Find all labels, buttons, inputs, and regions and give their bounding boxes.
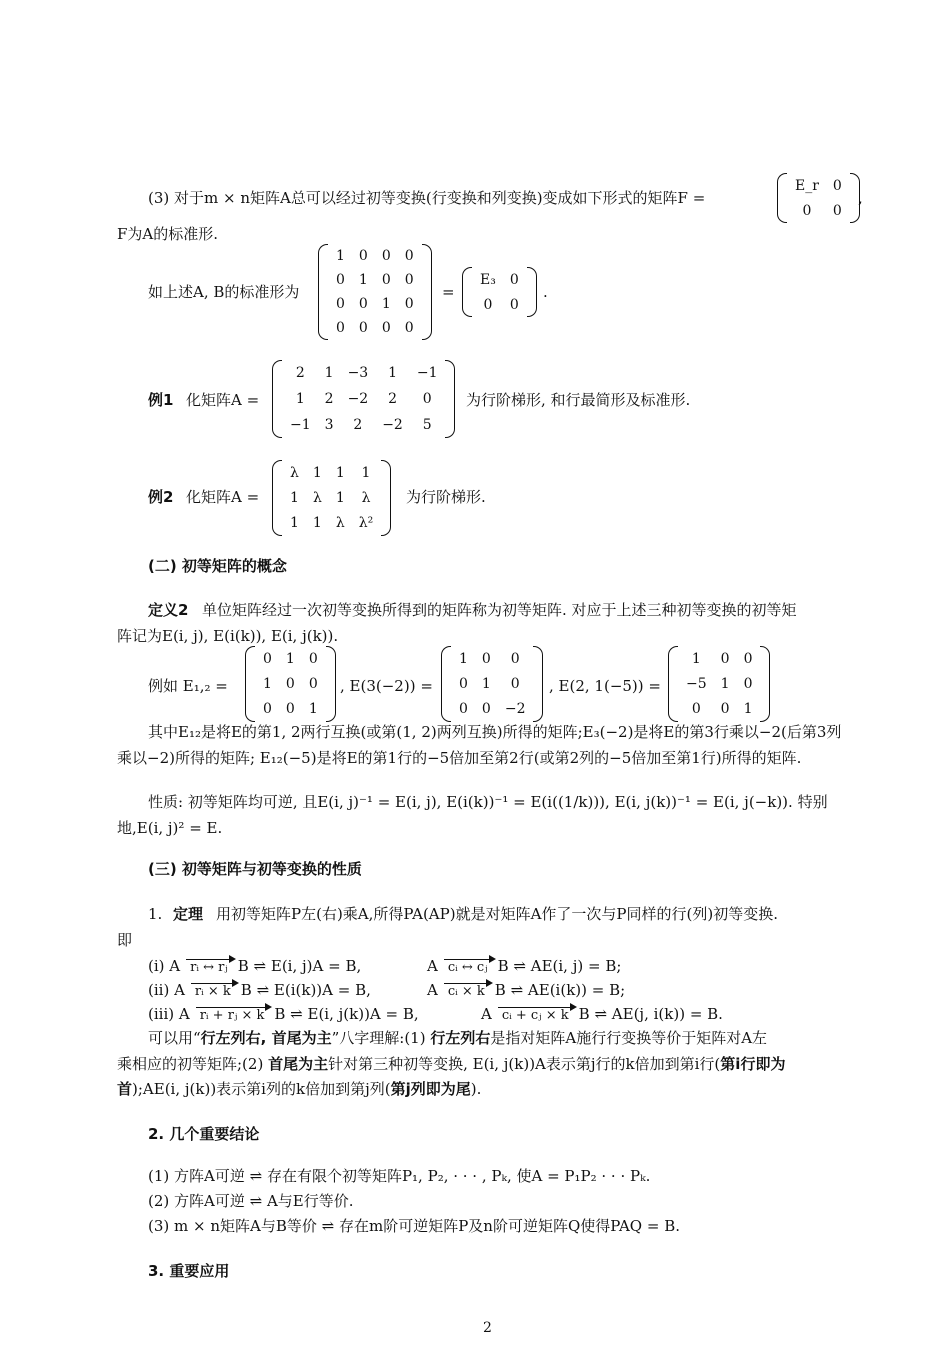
para3-lead: (3) 对于m × n矩阵A总可以经过初等变换(行变换和列变换)变成如下形式的矩阵F = <box>148 189 706 207</box>
matrix-e21 <box>668 646 770 722</box>
property-line1: 性质: 初等矩阵均可逆, 且E(i, j)⁻¹ = E(i, j), E(i(k))⁻¹ = E(i((1/k))), E(i, j(k))⁻¹ = E(i, j(−k)). 特别 <box>148 793 828 811</box>
matrix-cell: −2 <box>347 391 369 407</box>
matrix-cell: 1 <box>295 391 305 407</box>
ex1-tail: 为行阶梯形, 和行最简形及标准形. <box>466 391 691 409</box>
matrix-cell: 0 <box>743 650 753 667</box>
rule-item: A cᵢ + cⱼ × k B ⇌ AE(j, i(k)) = B. <box>481 1005 723 1023</box>
matrix-e12 <box>245 646 336 722</box>
matrix-ex1 <box>272 360 455 438</box>
examples-e2: , E(3(−2)) = <box>340 677 433 695</box>
ex1-lead: 化矩阵A = <box>186 391 260 409</box>
matrix-cell: 0 <box>285 675 295 692</box>
matrix-cell: λ <box>335 515 345 532</box>
matrix-cell: 0 <box>481 650 491 667</box>
matrix-cell: 0 <box>336 296 345 312</box>
matrix-cell: 1 <box>335 464 345 481</box>
matrix-cell: 0 <box>510 650 520 667</box>
matrix-cell: −5 <box>686 675 707 692</box>
matrix-f <box>777 173 860 223</box>
matrix-cell: 2 <box>388 391 397 407</box>
explain-line2: 乘以−2)所得的矩阵; E₁₂(−5)是将E的第1行的−5倍加至第2行(或第2列的−5倍加至第1行)所得的矩阵. <box>117 749 802 767</box>
matrix-cell: −2 <box>382 417 403 433</box>
examples-lead: 例如 E₁,₂ = <box>148 677 228 695</box>
matrix-cell: 1 <box>285 650 295 667</box>
ex2-lead: 化矩阵A = <box>186 488 260 506</box>
matrix-cell: λ <box>361 489 371 506</box>
theorem-cont: 即 <box>117 931 133 949</box>
para3-cont: F为A的标准形. <box>117 225 219 243</box>
rule-item: (iii) A rᵢ + rⱼ × k B ⇌ E(i, j(k))A = B, <box>148 1005 419 1023</box>
matrix-cell: 1 <box>720 675 730 692</box>
matrix-cell: 0 <box>832 202 842 219</box>
conclusion-item: (3) m × n矩阵A与B等价 ⇌ 存在m阶可逆矩阵P及n阶可逆矩阵Q使得PAQ = B. <box>148 1217 680 1235</box>
matrix-cell: 0 <box>358 248 368 264</box>
rule-item: (ii) A rᵢ × k B ⇌ E(i(k))A = B, <box>148 981 371 999</box>
conclusion-item: (1) 方阵A可逆 ⇌ 存在有限个初等矩阵P₁, P₂, · · · , Pₖ, 使A = P₁P₂ · · · Pₖ. <box>148 1167 651 1185</box>
mnemonic-line1: 可以用“行左列右, 首尾为主”八字理解:(1) 行左列右是指对矩阵A施行行变换等价于矩阵对A左 <box>148 1029 768 1047</box>
matrix-cell: 0 <box>358 320 368 336</box>
matrix-cell: 0 <box>483 296 493 313</box>
conclusion-item: (2) 方阵A可逆 ⇌ A与E行等价. <box>148 1192 354 1210</box>
examples-e3: , E(2, 1(−5)) = <box>549 677 661 695</box>
matrix-cell: 0 <box>720 701 730 718</box>
matrix-cell: 1 <box>361 464 371 481</box>
matrix-cell: 1 <box>290 489 299 506</box>
matrix-cell: 1 <box>358 272 368 288</box>
matrix-cell: 0 <box>481 701 491 718</box>
matrix-cell: −2 <box>504 701 526 718</box>
matrix-cell: 2 <box>295 365 305 381</box>
matrix-cell: 1 <box>459 650 468 667</box>
matrix-cell: 0 <box>510 675 520 692</box>
section-heading-applications: 3. 重要应用 <box>148 1262 230 1280</box>
matrix-cell: 1 <box>336 248 345 264</box>
matrix-cell: E_r <box>795 177 819 194</box>
theorem-label: 定理 <box>173 905 204 923</box>
matrix-cell: 1 <box>743 701 753 718</box>
matrix-cell: 1 <box>312 464 322 481</box>
matrix-cell: 0 <box>832 177 842 194</box>
matrix-cell: λ <box>290 464 299 481</box>
matrix-cell: 0 <box>358 296 368 312</box>
matrix-cell: 1 <box>290 515 299 532</box>
matrix-cell: 0 <box>422 391 432 407</box>
def2-line2: 阵记为E(i, j), E(i(k)), E(i, j(k)). <box>117 627 339 645</box>
matrix-cell: −1 <box>416 365 438 381</box>
matrix-cell: 0 <box>691 701 701 718</box>
matrix-cell: 0 <box>743 675 753 692</box>
matrix-cell: 0 <box>381 248 391 264</box>
matrix-cell: 0 <box>381 272 391 288</box>
rule-item: (i) A rᵢ ↔ rⱼ B ⇌ E(i, j)A = B, <box>148 957 362 975</box>
theorem-text: 用初等矩阵P左(右)乘A,所得PA(AP)就是对矩阵A作了一次与P同样的行(列)初等变换. <box>216 905 778 923</box>
matrix-cell: 0 <box>404 320 414 336</box>
matrix-cell: 1 <box>691 650 701 667</box>
rule-item: A cᵢ ↔ cⱼ B ⇌ AE(i, j) = B; <box>427 957 622 975</box>
matrix-cell: 1 <box>381 296 391 312</box>
matrix-cell: 0 <box>308 650 318 667</box>
ex1-label: 例1 <box>148 391 174 409</box>
matrix-cell: 0 <box>404 272 414 288</box>
matrix-cell: λ <box>312 489 322 506</box>
matrix-cell: −3 <box>347 365 369 381</box>
mnemonic-line2: 乘相应的初等矩阵;(2) 首尾为主针对第三种初等变换, E(i, j(k))A表示第j行的k倍加到第i行(第i行即为 <box>117 1055 786 1073</box>
matrix-cell: 0 <box>509 271 519 288</box>
matrix-cell: 0 <box>263 650 272 667</box>
matrix-cell: 0 <box>336 272 345 288</box>
explain-line1: 其中E₁₂是将E的第1, 2两行互换(或第(1, 2)两列互换)所得的矩阵;E₃(−2)是将E的第3行乘以−2(后第3列 <box>148 723 842 741</box>
matrix-cell: 0 <box>404 296 414 312</box>
def2-label: 定义2 <box>148 601 189 619</box>
matrix-cell: 0 <box>404 248 414 264</box>
section-heading-conclusions: 2. 几个重要结论 <box>148 1125 260 1143</box>
matrix-cell: 1 <box>312 515 322 532</box>
page-number: 2 <box>483 1320 492 1336</box>
matrix-cell: 2 <box>353 417 363 433</box>
matrix-e3-m2 <box>441 646 543 722</box>
matrix-cell: −1 <box>290 417 311 433</box>
matrix-cell: 0 <box>308 675 318 692</box>
matrix-cell: 0 <box>509 296 519 313</box>
matrix-ex2 <box>272 460 391 536</box>
standard-form-end: . <box>543 283 548 301</box>
matrix-cell: 0 <box>459 701 468 718</box>
section-heading-properties: (三) 初等矩阵与初等变换的性质 <box>148 860 362 878</box>
matrix-cell: 5 <box>422 417 432 433</box>
matrix-cell: 0 <box>720 650 730 667</box>
matrix-cell: E₃ <box>480 271 496 288</box>
matrix-cell: 0 <box>381 320 391 336</box>
matrix-ab <box>318 244 432 340</box>
property-line2: 地,E(i, j)² = E. <box>117 819 223 837</box>
matrix-cell: 2 <box>324 391 334 407</box>
matrix-cell: 1 <box>263 675 272 692</box>
ex2-tail: 为行阶梯形. <box>406 488 486 506</box>
matrix-cell: 1 <box>388 365 397 381</box>
matrix-cell: 1 <box>324 365 334 381</box>
matrix-cell: 1 <box>308 701 318 718</box>
matrix-cell: 0 <box>336 320 345 336</box>
matrix-cell: 0 <box>263 701 272 718</box>
matrix-cell: 0 <box>285 701 295 718</box>
matrix-cell: λ² <box>358 515 374 532</box>
para3-tail: , <box>858 189 863 207</box>
matrix-cell: 0 <box>802 202 812 219</box>
matrix-e3 <box>462 267 537 317</box>
matrix-cell: 3 <box>324 417 334 433</box>
matrix-cell: 1 <box>481 675 491 692</box>
rule-item: A cᵢ × k B ⇌ AE(i(k)) = B; <box>427 981 626 999</box>
theorem-number: 1. <box>148 905 163 923</box>
def2-line1: 单位矩阵经过一次初等变换所得到的矩阵称为初等矩阵. 对应于上述三种初等变换的初等矩 <box>202 601 797 619</box>
mnemonic-line3: 首);AE(i, j(k))表示第i列的k倍加到第j列(第j列即为尾). <box>117 1080 482 1098</box>
standard-form-lead: 如上述A, B的标准形为 <box>148 283 300 301</box>
matrix-cell: 0 <box>459 675 468 692</box>
ex2-label: 例2 <box>148 488 174 506</box>
matrix-cell: 1 <box>335 489 345 506</box>
section-heading-elementary-matrix: (二) 初等矩阵的概念 <box>148 557 287 575</box>
equals-sign: = <box>442 283 455 301</box>
